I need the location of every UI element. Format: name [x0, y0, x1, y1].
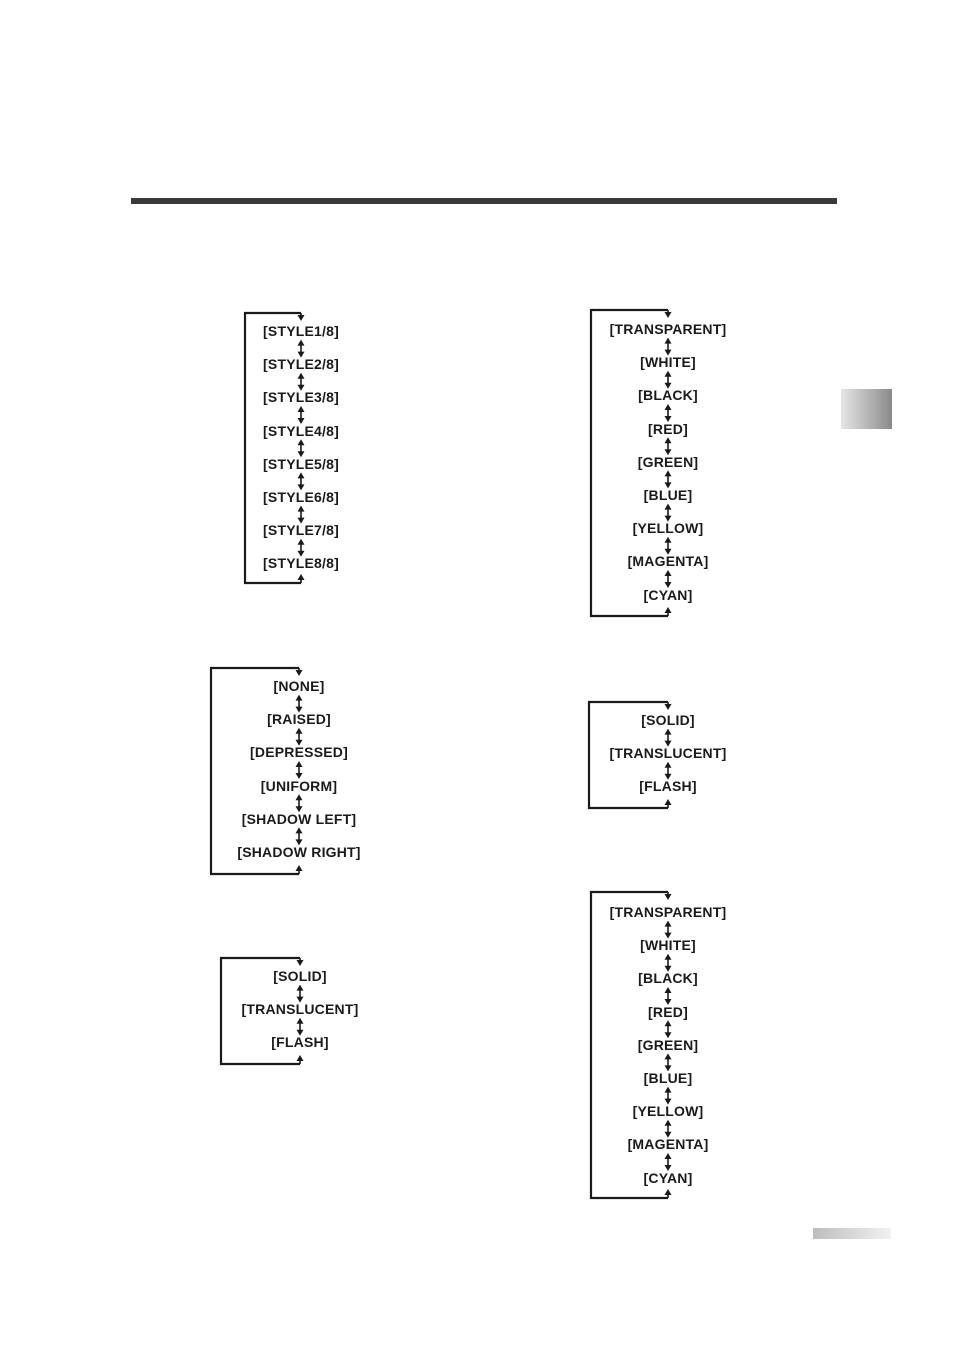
option-label: [RED]: [648, 1003, 688, 1020]
option-label: [WHITE]: [640, 937, 696, 954]
option-label: [SHADOW RIGHT]: [237, 844, 361, 860]
option-label: [BLACK]: [638, 387, 698, 404]
option-label: [YELLOW]: [632, 520, 704, 537]
option-label: [MAGENTA]: [627, 1136, 709, 1153]
option-label: [MAGENTA]: [627, 553, 709, 570]
option-label: [NONE]: [273, 678, 325, 694]
option-label: [TRANSLUCENT]: [241, 1001, 359, 1018]
option-label: [BLUE]: [643, 1070, 693, 1086]
option-label: [SOLID]: [641, 712, 695, 728]
option-label: [STYLE2/8]: [263, 356, 339, 373]
option-label: [STYLE1/8]: [263, 323, 339, 339]
option-label: [CYAN]: [643, 1169, 693, 1186]
option-label: [STYLE6/8]: [263, 489, 339, 505]
option-label: [STYLE8/8]: [263, 555, 339, 572]
option-label: [SOLID]: [273, 968, 327, 984]
option-label: [TRANSLUCENT]: [609, 745, 727, 762]
option-label: [BLUE]: [643, 487, 693, 503]
option-label: [CYAN]: [643, 586, 693, 603]
option-label: [DEPRESSED]: [250, 744, 348, 761]
option-label: [STYLE7/8]: [263, 522, 339, 539]
option-label: [GREEN]: [637, 453, 699, 470]
option-label: [STYLE3/8]: [263, 389, 339, 406]
option-label: [RED]: [648, 420, 688, 437]
option-label: [SHADOW LEFT]: [241, 810, 357, 827]
option-label: [STYLE4/8]: [263, 422, 339, 439]
option-label: [TRANSPARENT]: [609, 321, 727, 337]
option-label: [WHITE]: [640, 354, 696, 371]
option-label: [YELLOW]: [632, 1103, 704, 1120]
option-label: [RAISED]: [267, 711, 331, 728]
option-label: [STYLE5/8]: [263, 455, 339, 472]
option-label: [BLACK]: [638, 970, 698, 987]
option-label: [GREEN]: [637, 1036, 699, 1053]
option-label: [UNIFORM]: [260, 777, 338, 794]
option-label: [TRANSPARENT]: [609, 904, 727, 920]
option-label: [FLASH]: [271, 1034, 329, 1051]
option-label: [FLASH]: [639, 778, 697, 795]
